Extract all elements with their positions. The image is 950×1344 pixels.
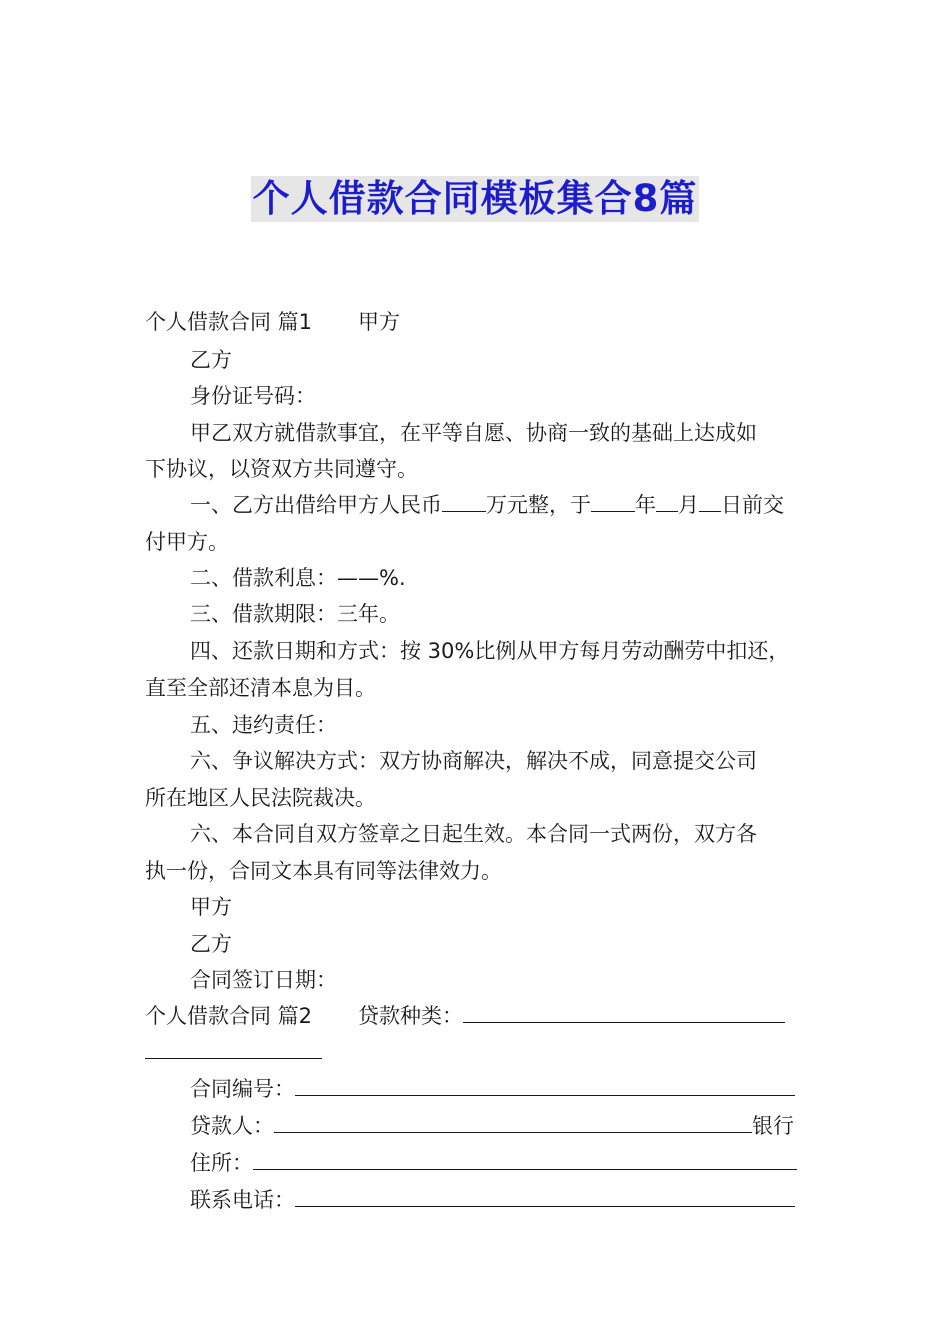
clause1-text-c: 年 <box>635 493 656 517</box>
party-a-label: 甲方 <box>358 310 401 334</box>
clause1-text-d: 月 <box>678 493 699 517</box>
clause1-text-b: 万元整，于 <box>486 493 591 517</box>
clause1-text-a: 一、乙方出借给甲方人民币 <box>190 493 442 517</box>
sign-party-b: 乙方 <box>190 932 232 956</box>
clause7-line-1: 六、本合同自双方签章之日起生效。本合同一式两份，双方各 <box>190 822 757 846</box>
blank-loan-type-cont <box>145 1038 322 1059</box>
blank-day <box>699 491 721 512</box>
clause1-line-1 <box>190 491 870 519</box>
contract1-heading: 个人借款合同 篇1 <box>145 310 313 334</box>
clause4-line-2: 直至全部还清本息为目。 <box>145 676 376 700</box>
document-title: 个人借款合同模板集合8篇 <box>252 177 698 220</box>
intro-line-2: 下协议，以资双方共同遵守。 <box>145 457 418 481</box>
clause3-line: 三、借款期限：三年。 <box>190 602 400 626</box>
phone-line <box>190 1186 870 1214</box>
clause1-line-2: 付甲方。 <box>145 530 229 554</box>
party-b-line: 乙方 <box>190 348 232 372</box>
contract2-heading: 个人借款合同 篇2 <box>145 1004 313 1028</box>
clause2-line: 二、借款利息：——%. <box>190 566 406 590</box>
phone-label: 联系电话： <box>190 1188 295 1212</box>
contract-no-line <box>190 1075 870 1103</box>
loan-type-label: 贷款种类： <box>358 1004 464 1028</box>
clause7-line-2: 执一份，合同文本具有同等法律效力。 <box>145 859 502 883</box>
contract1-heading-line <box>145 308 825 336</box>
sign-party-a: 甲方 <box>190 895 232 919</box>
lender-label: 贷款人： <box>190 1114 274 1138</box>
title-container <box>0 176 950 222</box>
id-number-line: 身份证号码： <box>190 384 316 408</box>
address-line <box>190 1149 870 1177</box>
blank-contract-no <box>295 1075 795 1096</box>
blank-amount <box>442 491 486 512</box>
clause1-text-e: 日前交 <box>721 493 784 517</box>
sign-date: 合同签订日期： <box>190 968 337 992</box>
blank-year <box>591 491 635 512</box>
contract2-heading-line <box>145 1002 825 1030</box>
contract-no-label: 合同编号： <box>190 1077 295 1101</box>
lender-line <box>190 1112 870 1140</box>
blank-address <box>253 1149 797 1170</box>
clause5-line: 五、违约责任： <box>190 713 337 737</box>
intro-line-1: 甲乙双方就借款事宜，在平等自愿、协商一致的基础上达成如 <box>190 421 757 445</box>
blank-lender <box>274 1112 752 1133</box>
clause4-line-1: 四、还款日期和方式：按 30%比例从甲方每月劳动酬劳中扣还， <box>190 639 790 663</box>
clause6-line-1: 六、争议解决方式：双方协商解决，解决不成，同意提交公司 <box>190 749 757 773</box>
blank-phone <box>295 1186 795 1207</box>
address-label: 住所： <box>190 1151 253 1175</box>
blank-loan-type <box>463 1002 785 1023</box>
lender-suffix: 银行 <box>752 1114 794 1138</box>
clause6-line-2: 所在地区人民法院裁决。 <box>145 786 376 810</box>
loan-type-continuation <box>145 1038 825 1066</box>
blank-month <box>656 491 678 512</box>
